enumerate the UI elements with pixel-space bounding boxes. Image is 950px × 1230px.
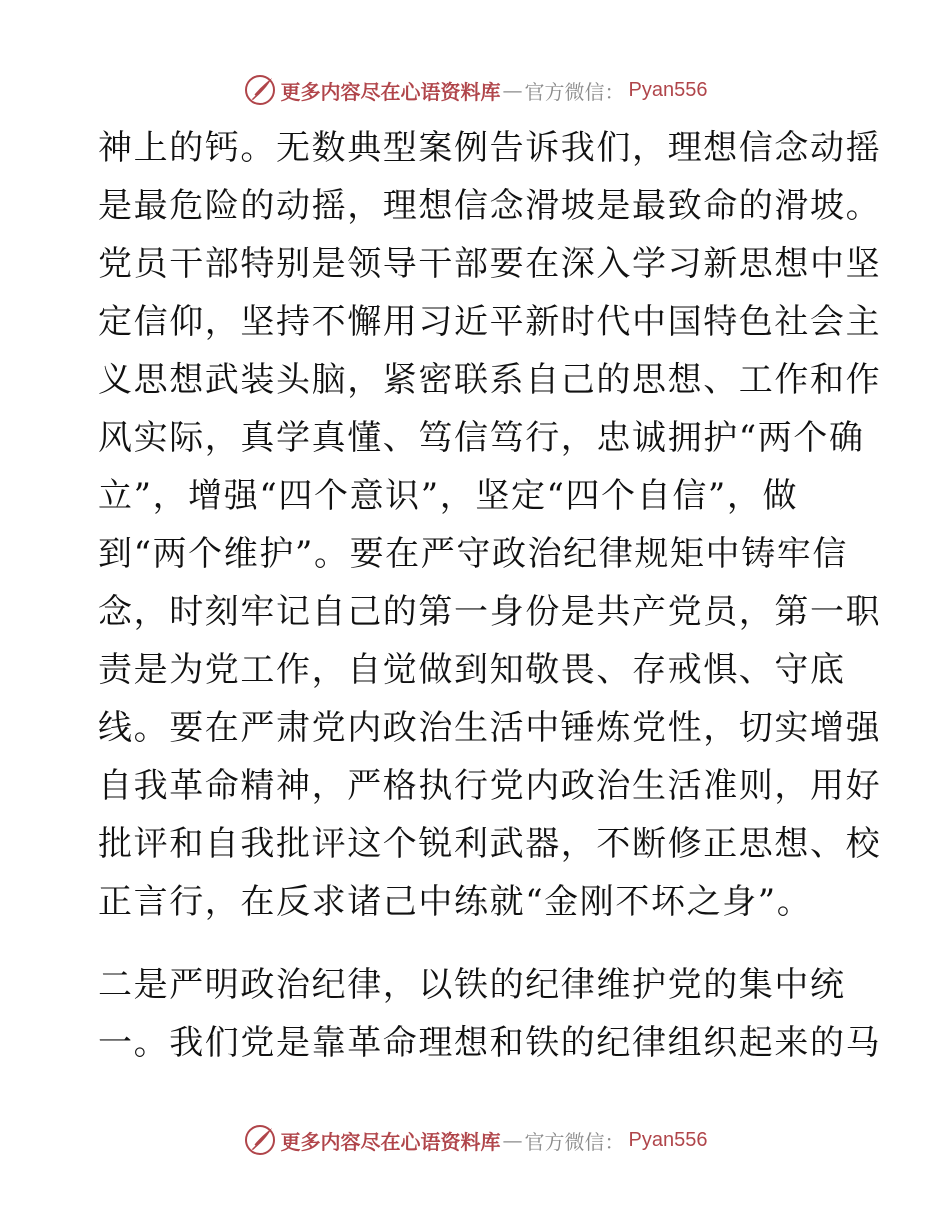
quill-logo-icon [243,1123,277,1157]
paragraph-gap [98,931,858,956]
watermark-site-name: 更多内容尽在心语资料库 [280,79,501,104]
header-watermark [0,70,950,110]
text-line: 神上的钙。无数典型案例告诉我们，理想信念动摇 [98,128,882,168]
document-body [98,119,882,1072]
text-line: 是最危险的动摇，理想信念滑坡是最致命的滑坡。 [98,186,882,226]
text-line: 义思想武装头脑，紧密联系自己的思想、工作和作 [98,360,882,400]
watermark-site-name: 更多内容尽在心语资料库 [280,1129,501,1154]
text-line: 批评和自我批评这个锐利武器，不断修正思想、校 [98,824,882,864]
text-line: 定信仰，坚持不懈用习近平新时代中国特色社会主 [98,302,882,342]
text-line: 二是严明政治纪律，以铁的纪律维护党的集中统 [98,965,846,1005]
watermark-wechat-id: Pyan556 [628,78,708,101]
text-line: 党员干部特别是领导干部要在深入学习新思想中坚 [98,244,882,284]
text-line: 立”，增强“四个意识”，坚定“四个自信”，做 [98,476,799,516]
text-line: 责是为党工作，自觉做到知敬畏、存戒惧、守底 [98,650,846,690]
watermark-official-label: 官方微信： [524,79,625,104]
text-line: 风实际，真学真懂、笃信笃行，忠诚拥护“两个确 [98,418,865,458]
text-line: 到“两个维护”。要在严守政治纪律规矩中铸牢信 [98,534,848,574]
watermark-wechat-id: Pyan556 [628,1128,708,1151]
watermark-separator: — [502,78,523,102]
watermark-official-label: 官方微信： [524,1129,625,1154]
text-line: 线。要在严肃党内政治生活中锤炼党性，切实增强 [98,708,882,748]
watermark-separator: — [502,1128,523,1152]
text-line: 正言行，在反求诸己中练就“金刚不坏之身”。 [98,882,813,922]
paragraph-2 [98,956,882,1072]
text-line: 自我革命精神，严格执行党内政治生活准则，用好 [98,766,882,806]
text-line: 念，时刻牢记自己的第一身份是共产党员，第一职 [98,592,882,632]
quill-logo-icon [243,73,277,107]
paragraph-1 [98,119,882,931]
footer-watermark [0,1120,950,1160]
text-line: 一。我们党是靠革命理想和铁的纪律组织起来的马 [98,1023,882,1063]
